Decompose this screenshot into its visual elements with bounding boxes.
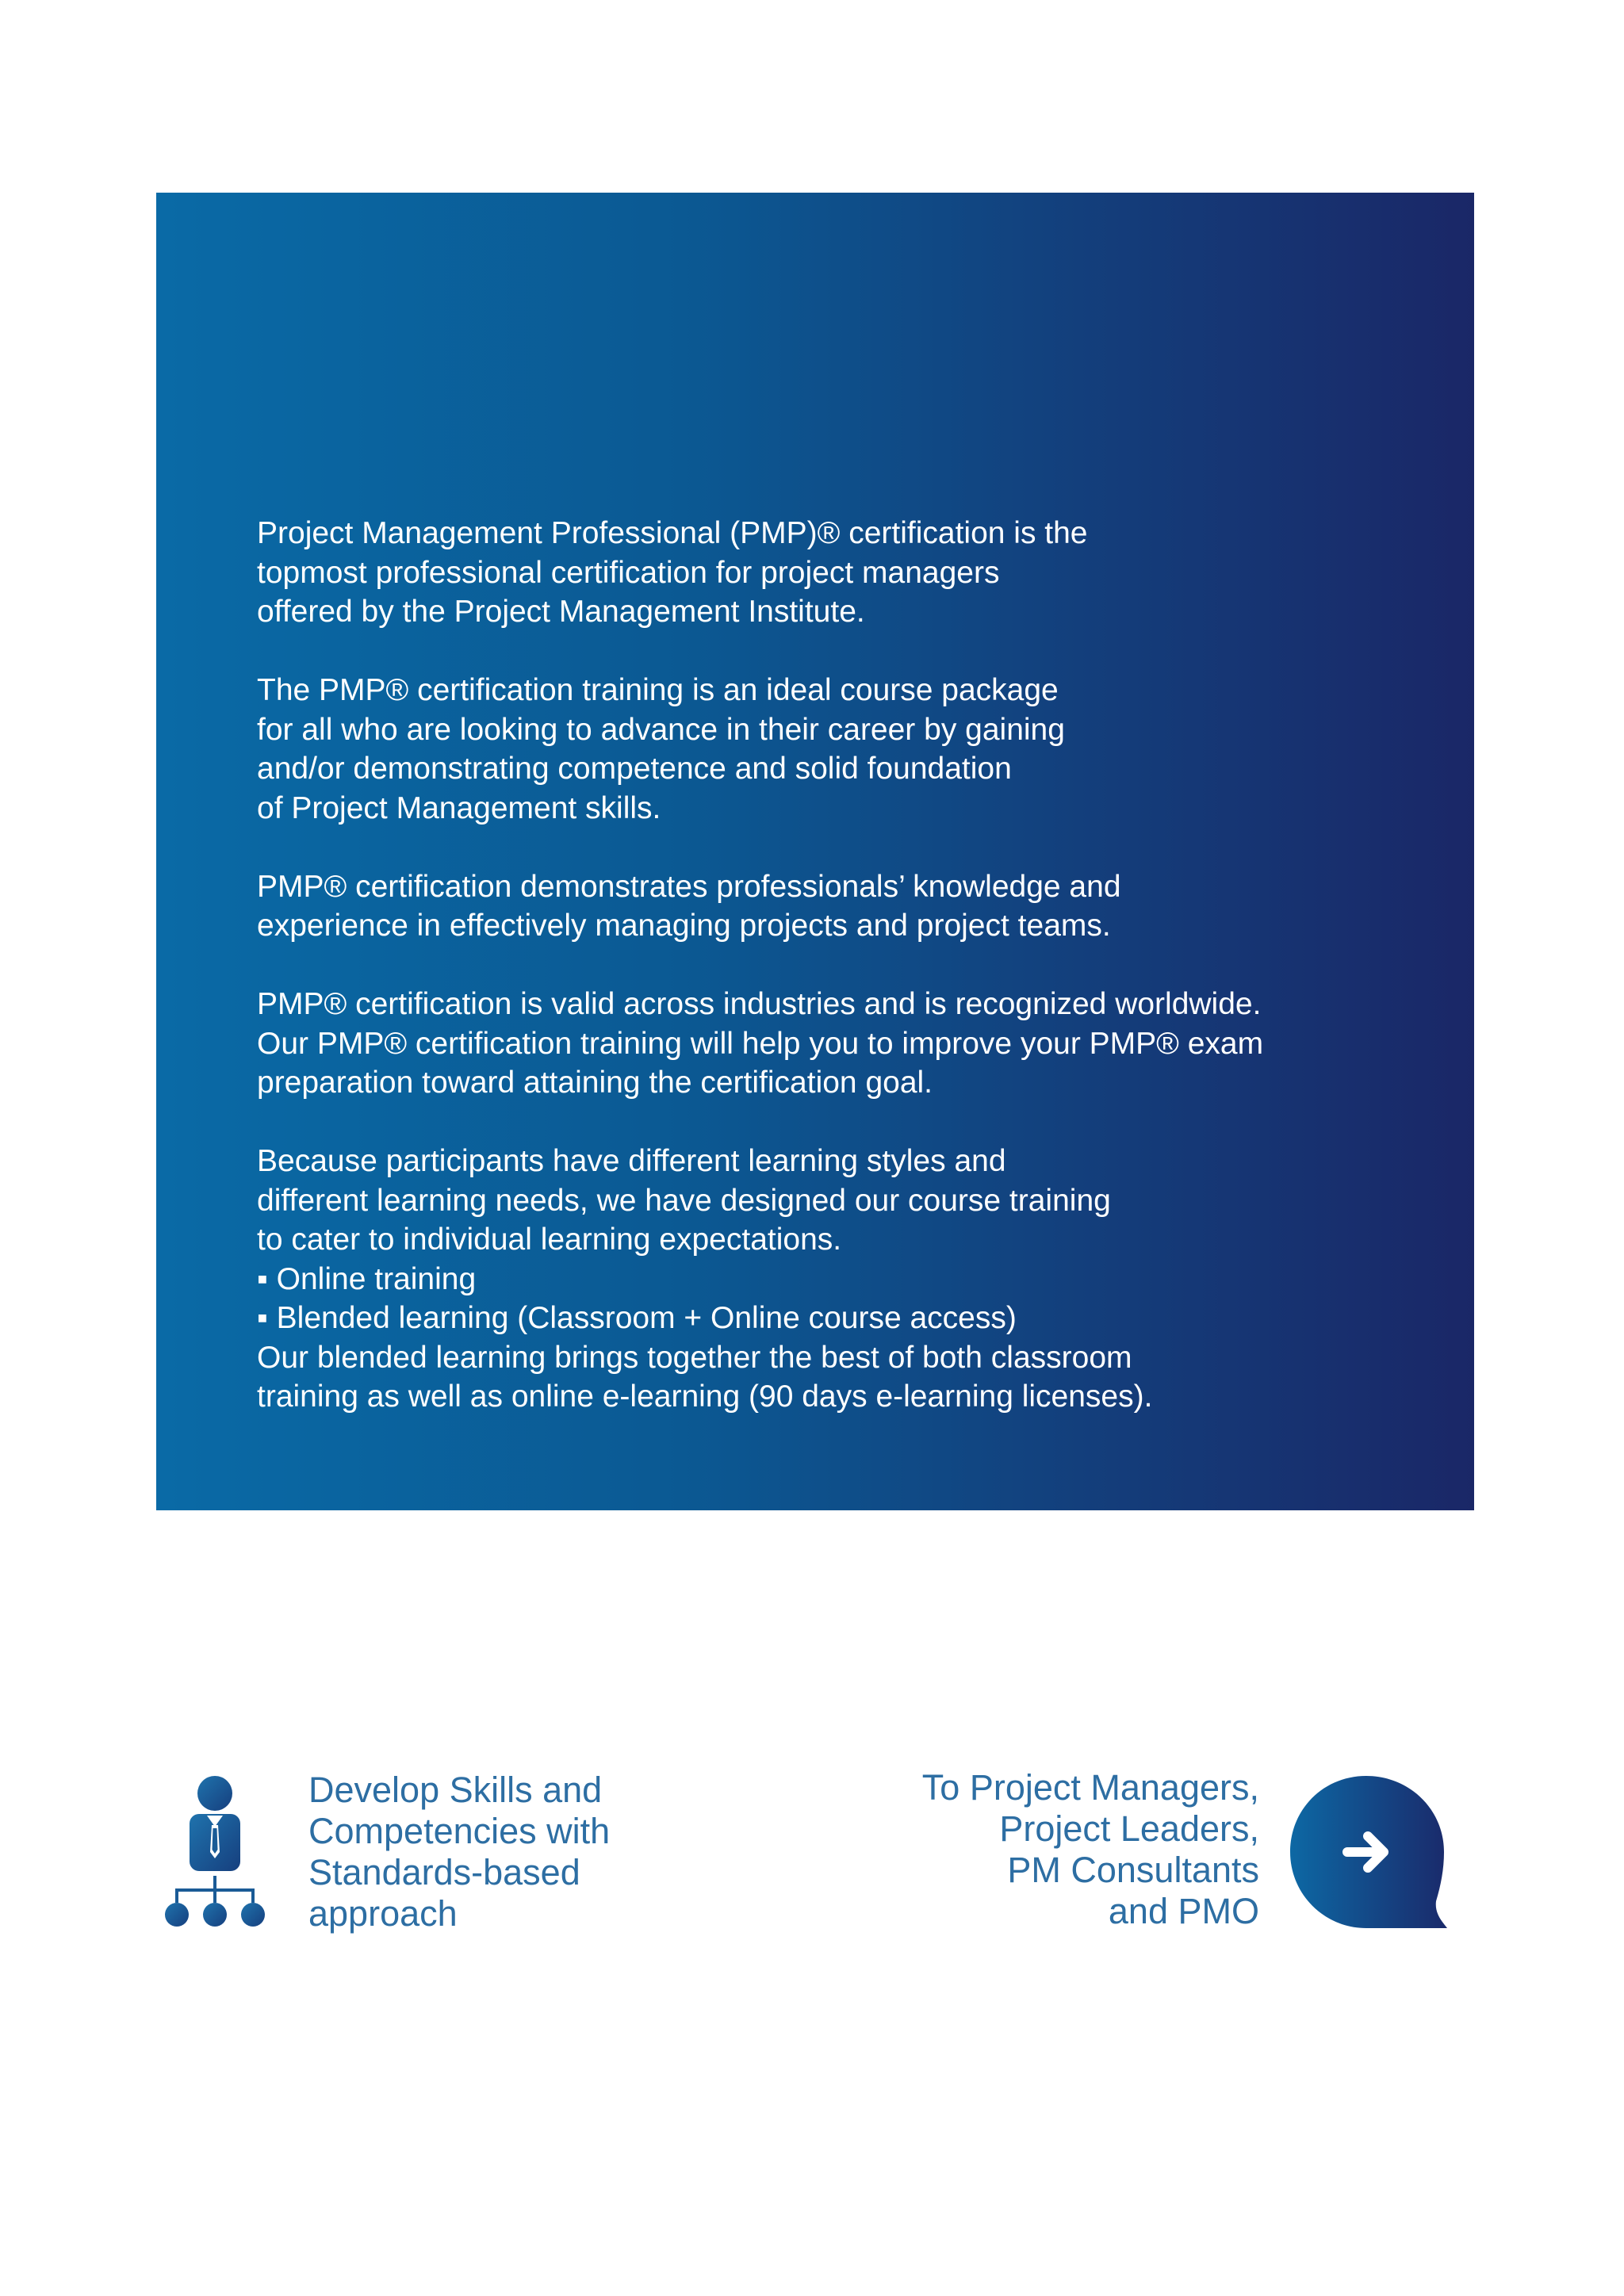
caption-line: and PMO [1108,1891,1259,1931]
bullet-online-training: ▪ Online training [257,1261,477,1296]
text-line: to cater to individual learning expectations. [257,1223,842,1257]
paragraph-training-package [257,671,1415,828]
text-line: Our blended learning brings together the best of both classroom [257,1340,1132,1375]
text-line: offered by the Project Management Institute. [257,595,865,629]
arrow-right-speech-bubble-icon[interactable] [1289,1774,1450,1933]
text-line: training as well as online e-learning (90 days e-learning licenses). [257,1380,1153,1414]
bullet-blended-learning: ▪ Blended learning (Classroom + Online course access) [257,1301,1017,1335]
text-line: Project Management Professional (PMP)® certification is the [257,516,1088,550]
paragraph-learning-styles [257,1142,1415,1417]
caption-line: approach [308,1893,458,1934]
intro-text [257,514,1415,1417]
text-line: of Project Management skills. [257,790,661,825]
text-line: for all who are looking to advance in their career by gaining [257,712,1065,747]
caption-line: Competencies with [308,1811,611,1851]
text-line: The PMP® certification training is an ideal course package [257,673,1059,707]
intro-panel [156,193,1474,1510]
left-feature-caption [308,1770,721,1934]
caption-line: Develop Skills and [308,1770,603,1810]
text-line: different learning needs, we have designed our course training [257,1183,1111,1218]
paragraph-knowledge [257,867,1415,946]
caption-line: Project Leaders, [999,1808,1259,1849]
text-line: and/or demonstrating competence and solid foundation [257,752,1012,786]
text-line: PMP® certification is valid across industries and is recognized worldwide. [257,987,1262,1021]
caption-line: To Project Managers, [921,1767,1259,1808]
text-line: Because participants have different learning styles and [257,1144,1006,1178]
text-line: preparation toward attaining the certification goal. [257,1066,933,1100]
caption-line: PM Consultants [1007,1850,1259,1890]
paragraph-pmp-definition [257,514,1415,632]
text-line: PMP® certification demonstrates professionals’ knowledge and [257,869,1121,904]
org-chart-person-icon [161,1774,270,1933]
paragraph-recognition [257,985,1415,1103]
right-feature-caption [841,1767,1259,1932]
caption-line: Standards-based [308,1852,580,1892]
text-line: Our PMP® certification training will help you to improve your PMP® exam [257,1026,1264,1061]
text-line: topmost professional certification for project managers [257,555,1000,590]
text-line: experience in effectively managing projects and project teams. [257,909,1111,943]
